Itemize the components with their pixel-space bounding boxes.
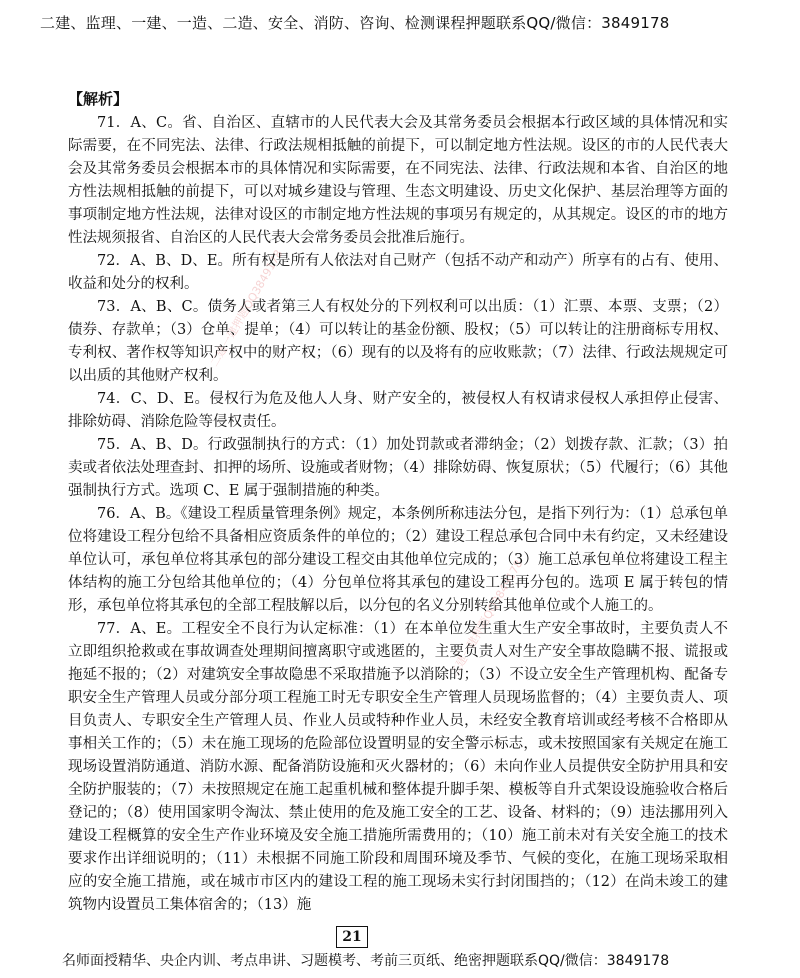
section-title: 【解析】 — [68, 90, 129, 108]
answer-paragraph-75: 75．A、B、D。行政强制执行的方式：（1）加处罚款或者滞纳金；（2）划拨存款、汇款；（3）拍卖或者依法处理查封、扣押的场所、设施或者财物；（4）排除妨碍、恢复原状；（5）代履行；（6）其他强制执行方式。选项 C、E 属于强制措施的种类。 — [68, 437, 728, 499]
answer-paragraph-74: 74．C、D、E。侵权行为危及他人人身、财产安全的，被侵权人有权请求侵权人承担停止侵害、排除妨碍、消除危险等侵权责任。 — [68, 391, 728, 430]
page-header: 二建、监理、一建、一造、二造、安全、消防、咨询、检测课程押题联系QQ/微信：3849178 — [40, 14, 670, 32]
watermark: 二建一建押题QQ3849178 — [207, 247, 286, 369]
answer-paragraph-77: 77．A、E。工程安全不良行为认定标准：（1）在本单位发生重大生产安全事故时，主要负责人不立即组织抢救或在事故调查处理期间擅离职守或逃匿的，主要负责人对生产安全事故隐瞒不报、谎报或拖延不报的；（2）对建筑安全事故隐患不采取措施予以消除的；（3）不设立安全生产管理机构、配备专职安全生产管理人员或分部分项工程施工时无专职安全生产管理人员现场监督的；（4）主要负责人、项目负责人、专职安全生产管理人员、作业人员或特种作业人员，未经安全教育培训或经考核不合格即从事相关工作的；（5）未在施工现场的危险部位设置明显的安全警示标志，或未按照国家有关规定在施工现场设置消防通道、消防水源、配备消防设施和灭火器材的；（6）未向作业人员提供安全防护用具和安全防护服装的；（7）未按照规定在施工起重机械和整体提升脚手架、模板等自升式架设设施验收合格后登记的；（8）使用国家明令淘汰、禁止使用的危及施工安全的工艺、设备、材料的；（9）违法挪用列入建设工程概算的安全生产作业环境及安全施工措施所需费用的；（10）施工前未对有关安全施工的技术要求作出详细说明的；（11）未根据不同施工阶段和周围环境及季节、气候的变化，在施工现场采取相应的安全施工措施，或在城市市区内的建设工程的施工现场未实行封闭围挡的；（12）在尚未竣工的建筑物内设置员工集体宿舍的；（13）施 — [68, 621, 728, 913]
answer-paragraph-73: 73．A、B、C。债务人或者第三人有权处分的下列权利可以出质：（1）汇票、本票、支票；（2）债券、存款单；（3）仓单、提单；（4）可以转让的基金份额、股权；（5）可以转让的注册商标专用权、专利权、著作权等知识产权中的财产权；（6）现有的以及将有的应收账款；（7）法律、行政法规规定可以出质的其他财产权利。 — [68, 299, 728, 384]
watermark: 二建一建押题QQ3849178 — [447, 557, 526, 679]
answer-paragraph-76: 76．A、B。《建设工程质量管理条例》规定，本条例所称违法分包，是指下列行为：（1）总承包单位将建设工程分包给不具备相应资质条件的单位的；（2）建设工程总承包合同中未有约定，又未经建设单位认可，承包单位将其承包的部分建设工程交由其他单位完成的；（3）施工总承包单位将建设工程主体结构的施工分包给其他单位的；（4）分包单位将其承包的建设工程再分包的。选项 E 属于转包的情形，承包单位将其承包的全部工程肢解以后，以分包的名义分别转给其他单位或个人施工的。 — [68, 506, 728, 614]
answer-analysis — [68, 112, 728, 917]
page-footer: 名师面授精华、央企内训、考点串讲、习题模考、考前三页纸、绝密押题联系QQ/微信：3849178 — [62, 953, 670, 969]
page-number: 21 — [336, 926, 368, 948]
answer-paragraph-71: 71．A、C。省、自治区、直辖市的人民代表大会及其常务委员会根据本行政区域的具体情况和实际需要，在不同宪法、法律、行政法规相抵触的前提下，可以制定地方性法规。设区的市的人民代表大会及其常务委员会根据本市的具体情况和实际需要，在不同宪法、法律、行政法规和本省、自治区的地方性法规相抵触的前提下，可以对城乡建设与管理、生态文明建设、历史文化保护、基层治理等方面的事项制定地方性法规，法律对设区的市制定地方性法规的事项另有规定的，从其规定。设区的市的地方性法规须报省、自治区的人民代表大会常务委员会批准后施行。 — [68, 115, 728, 246]
answer-paragraph-72: 72．A、B、D、E。所有权是所有人依法对自己财产（包括不动产和动产）所享有的占有、使用、收益和处分的权利。 — [68, 253, 728, 292]
